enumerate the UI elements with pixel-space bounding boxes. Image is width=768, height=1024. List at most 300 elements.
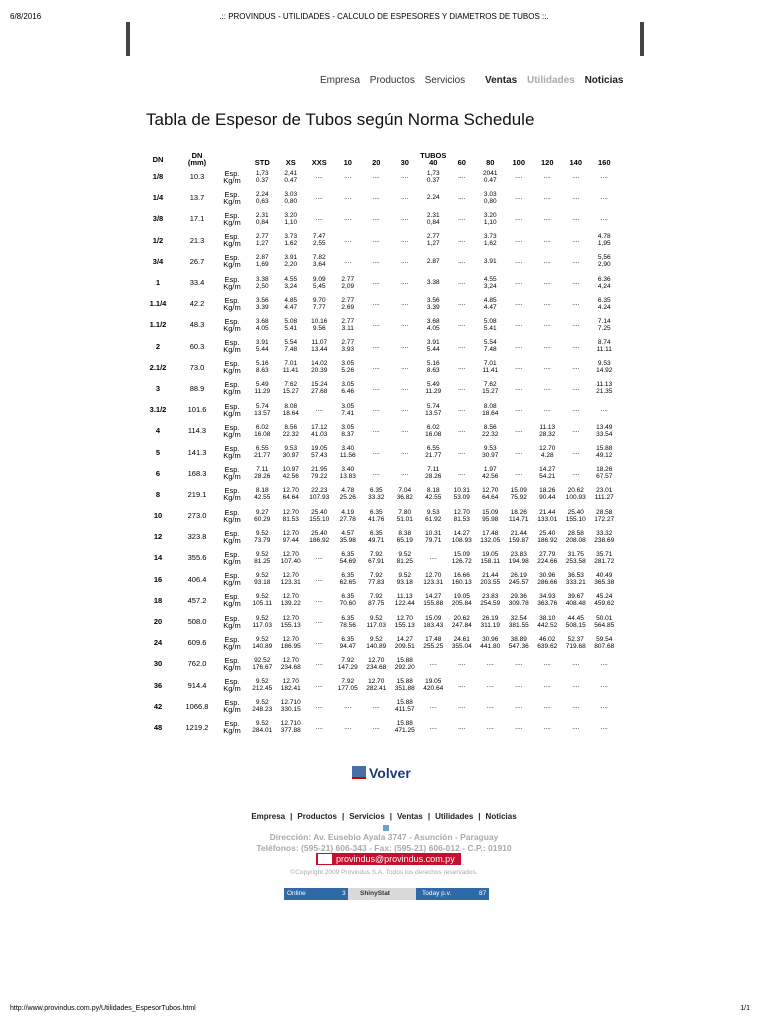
value-cell: 7.11 28.26 xyxy=(425,466,442,481)
value-cell: 3.73 1,62 xyxy=(483,233,497,248)
visitor-counter[interactable]: Online 3 ShinyStat Today p.v. 87 xyxy=(284,888,489,900)
mm-cell: 60.3 xyxy=(189,341,205,351)
value-cell: 3.73 1,62 xyxy=(284,233,298,248)
value-cell: .... xyxy=(486,681,494,689)
value-cell: 29.36 309.78 xyxy=(508,593,529,608)
value-cell: .... xyxy=(572,448,580,456)
table-row xyxy=(138,208,619,229)
unit-label: Esp. Kg/m xyxy=(223,422,241,439)
print-title: .:: PROVINDUS - UTILIDADES - CALCULO DE ESPESORES Y DIAMETROS DE TUBOS ::. xyxy=(219,12,549,21)
value-cell: 3.56 3.39 xyxy=(255,296,269,311)
table-row xyxy=(138,378,619,399)
value-cell: .... xyxy=(315,575,323,583)
unit-label: Esp. Kg/m xyxy=(223,465,241,482)
value-cell: 6.35 94.47 xyxy=(339,635,356,650)
value-cell: 19.05 57.43 xyxy=(311,445,328,460)
value-cell: 5.08 5.41 xyxy=(284,317,298,332)
value-cell: 25.40 186.92 xyxy=(309,529,330,544)
value-cell: 21.44 133.01 xyxy=(537,508,558,523)
value-cell: 45.24 459.62 xyxy=(594,593,615,608)
nav-servicios[interactable]: Servicios xyxy=(424,75,466,86)
value-cell: .... xyxy=(572,215,580,223)
mm-cell: 26.7 xyxy=(189,256,205,266)
unit-label: Esp. Kg/m xyxy=(223,168,241,185)
value-cell: 32.54 381.55 xyxy=(508,614,529,629)
value-cell: 9.52 140.89 xyxy=(252,635,273,650)
footer-link[interactable]: Productos xyxy=(297,812,337,821)
value-cell: 25.40 186.92 xyxy=(537,529,558,544)
separator: | xyxy=(427,812,431,821)
value-cell: .... xyxy=(458,448,466,456)
value-cell: .... xyxy=(572,279,580,287)
value-cell: 46.02 639.62 xyxy=(537,635,558,650)
unit-label: Esp. Kg/m xyxy=(223,444,241,461)
table-row xyxy=(138,611,619,632)
value-cell: .... xyxy=(458,681,466,689)
value-cell: 15.88 411.57 xyxy=(395,699,415,714)
unit-label: Esp. Kg/m xyxy=(223,634,241,651)
value-cell: .... xyxy=(543,194,551,202)
value-cell: 14.27 209.51 xyxy=(394,635,415,650)
value-cell: 15.09 183.43 xyxy=(423,614,444,629)
value-cell: .... xyxy=(458,215,466,223)
value-cell: .... xyxy=(515,194,523,202)
value-cell: 9.52 117.03 xyxy=(366,614,386,629)
nav-empresa[interactable]: Empresa xyxy=(320,75,361,86)
value-cell: .... xyxy=(572,702,580,710)
value-cell: 4.78 1,95 xyxy=(597,233,611,248)
value-cell: 13.49 33.54 xyxy=(596,423,613,438)
value-cell: .... xyxy=(543,279,551,287)
header-dn-mm: DN (mm) xyxy=(187,151,207,167)
value-cell: .... xyxy=(515,427,523,435)
dn-cell: 16 xyxy=(153,574,163,584)
value-cell: .... xyxy=(401,448,409,456)
unit-label: Esp. Kg/m xyxy=(223,380,241,397)
value-cell: 6.02 16.08 xyxy=(254,423,271,438)
value-cell: 3.38 2,50 xyxy=(255,275,269,290)
value-cell: 23.01 111.27 xyxy=(594,487,614,502)
unit-label: Esp. Kg/m xyxy=(223,613,241,630)
dn-cell: 3/4 xyxy=(152,256,164,266)
mm-cell: 42.2 xyxy=(189,299,205,309)
value-cell: 26.19 311.19 xyxy=(480,614,500,629)
value-cell: 12.70 282.41 xyxy=(366,678,387,693)
value-cell: 19.05 158.11 xyxy=(480,550,500,565)
value-cell: 11.13 28.32 xyxy=(539,423,556,438)
value-cell: 1.97 42.56 xyxy=(482,466,499,481)
value-cell: .... xyxy=(429,723,437,731)
value-cell: .... xyxy=(458,342,466,350)
value-cell: 25.40 155.10 xyxy=(565,508,586,523)
mm-cell: 21.3 xyxy=(189,235,205,245)
unit-label: Esp. Kg/m xyxy=(223,338,241,355)
value-cell: 9.52 81.25 xyxy=(396,550,413,565)
value-cell: 12.70 97.44 xyxy=(282,529,299,544)
value-cell: .... xyxy=(401,236,409,244)
value-cell: 4.85 4.47 xyxy=(284,296,298,311)
dn-cell: 24 xyxy=(153,638,163,648)
value-cell: 30.96 441.80 xyxy=(480,635,501,650)
value-cell: 2.77 1,27 xyxy=(426,233,440,248)
dn-cell: 42 xyxy=(153,701,163,711)
volver-link[interactable]: Volver xyxy=(352,765,411,781)
value-cell: 3.91 5.44 xyxy=(426,339,440,354)
table-row xyxy=(138,484,619,505)
value-cell: 7.47 2,55 xyxy=(312,233,326,248)
right-divider xyxy=(640,22,644,56)
value-cell: 5.54 7.48 xyxy=(483,339,497,354)
value-cell: .... xyxy=(344,723,352,731)
value-cell: 7.01 11.41 xyxy=(482,360,499,375)
value-cell: .... xyxy=(458,723,466,731)
value-cell: 12.70 155.13 xyxy=(394,614,415,629)
value-cell: 3.03 0,80 xyxy=(483,190,497,205)
value-cell: 20.62 100.93 xyxy=(565,487,586,502)
value-cell: .... xyxy=(458,384,466,392)
dn-cell: 2 xyxy=(155,341,161,351)
value-cell: 10.31 53.09 xyxy=(453,487,470,502)
nav-noticias[interactable]: Noticias xyxy=(584,75,624,86)
value-cell: 9.27 60.29 xyxy=(254,508,271,523)
value-cell: .... xyxy=(372,236,380,244)
value-cell: .... xyxy=(515,448,523,456)
value-cell: 14.27 108.93 xyxy=(451,529,472,544)
value-cell: .... xyxy=(600,723,608,731)
dn-cell: 3 xyxy=(155,383,161,393)
value-cell: .... xyxy=(572,173,580,181)
unit-label: Esp. Kg/m xyxy=(223,253,241,270)
value-cell: 9.52 284.01 xyxy=(252,720,273,735)
value-cell: 3.91 xyxy=(483,257,497,265)
value-cell: .... xyxy=(458,427,466,435)
value-cell: .... xyxy=(515,300,523,308)
value-cell: .... xyxy=(372,702,380,710)
value-cell: .... xyxy=(600,173,608,181)
unit-label: Esp. Kg/m xyxy=(223,274,241,291)
unit-label: Esp. Kg/m xyxy=(223,719,241,736)
value-cell: 14.02 20.39 xyxy=(311,360,328,375)
value-cell: 7.92 67.91 xyxy=(368,550,385,565)
nav-productos[interactable]: Productos xyxy=(369,75,415,86)
table-row xyxy=(138,314,619,335)
schedule-header: 120 xyxy=(540,158,554,167)
value-cell: .... xyxy=(572,342,580,350)
value-cell: 6.35 49.71 xyxy=(368,529,385,544)
value-cell: .... xyxy=(315,723,323,731)
value-cell: .... xyxy=(344,236,352,244)
value-cell: .... xyxy=(401,300,409,308)
value-cell: 12.70 64.64 xyxy=(282,487,299,502)
table-row xyxy=(138,441,619,462)
value-cell: .... xyxy=(543,406,551,414)
footer-link[interactable]: Utilidades xyxy=(435,812,474,821)
value-cell: .... xyxy=(372,363,380,371)
schedule-header: 20 xyxy=(372,158,381,167)
value-cell: 23.83 194.98 xyxy=(508,550,529,565)
value-cell: 9.52 105.11 xyxy=(252,593,272,608)
value-cell: .... xyxy=(372,194,380,202)
table-row xyxy=(138,675,619,696)
value-cell: 7.82 3,64 xyxy=(312,254,326,269)
value-cell: 15.88 292.20 xyxy=(394,656,415,671)
value-cell: 6.55 21.77 xyxy=(425,445,442,460)
value-cell: .... xyxy=(600,194,608,202)
value-cell: 12.70 64.64 xyxy=(482,487,499,502)
value-cell: .... xyxy=(543,173,551,181)
value-cell: 9.52 248.23 xyxy=(252,699,273,714)
value-cell: .... xyxy=(600,660,608,668)
value-cell: .... xyxy=(344,173,352,181)
value-cell: 92.52 176.67 xyxy=(252,656,273,671)
mm-cell: 406.4 xyxy=(187,574,207,584)
value-cell: .... xyxy=(572,384,580,392)
value-cell: .... xyxy=(458,257,466,265)
value-cell: 2.24 0,63 xyxy=(255,190,269,205)
value-cell: 4.19 27.78 xyxy=(339,508,356,523)
unit-label: Esp. Kg/m xyxy=(223,210,241,227)
value-cell: 7.92 177.05 xyxy=(337,678,358,693)
mm-cell: 762.0 xyxy=(187,659,207,669)
mm-cell: 609.6 xyxy=(187,638,207,648)
value-cell: .... xyxy=(515,279,523,287)
value-cell: 2,41 0.47 xyxy=(284,169,298,184)
value-cell: 12.710 377.88 xyxy=(280,720,301,735)
header-tubos: TUBOS xyxy=(420,151,447,160)
value-cell: .... xyxy=(543,681,551,689)
table-row xyxy=(138,547,619,568)
mm-cell: 13.7 xyxy=(189,193,205,203)
value-cell: 12.70 182.41 xyxy=(280,678,301,693)
value-cell: .... xyxy=(429,702,437,710)
value-cell: 3.91 2,20 xyxy=(284,254,298,269)
footer-link[interactable]: Noticias xyxy=(485,812,517,821)
shinystat-logo: ShinyStat xyxy=(348,888,416,900)
value-cell: 9.53 30.97 xyxy=(282,445,299,460)
unit-label: Esp. Kg/m xyxy=(223,295,241,312)
value-cell: 2.77 2,09 xyxy=(341,275,355,290)
value-cell: .... xyxy=(401,384,409,392)
value-cell: 12.70 107.40 xyxy=(280,550,301,565)
value-cell: .... xyxy=(486,660,494,668)
value-cell: .... xyxy=(372,469,380,477)
value-cell: .... xyxy=(372,427,380,435)
value-cell: 2.77 3.11 xyxy=(341,317,355,332)
schedule-header: 60 xyxy=(457,158,466,167)
address-block xyxy=(0,832,768,854)
value-cell: .... xyxy=(543,702,551,710)
mm-cell: 323.8 xyxy=(187,532,207,542)
table-row xyxy=(138,590,619,611)
nav-utilidades[interactable]: Utilidades xyxy=(527,75,575,86)
value-cell: 3.68 4.05 xyxy=(426,317,440,332)
value-cell: .... xyxy=(315,618,323,626)
value-cell: 5.08 5.41 xyxy=(483,317,497,332)
value-cell: .... xyxy=(543,257,551,265)
unit-label: Esp. Kg/m xyxy=(223,677,241,694)
table-row xyxy=(138,166,619,187)
phones: Teléfonos: (595-21) 606-343 - Fax: (595-21) 606-012 - C.P.: 01910 xyxy=(256,843,512,853)
value-cell: 22.23 107.93 xyxy=(309,487,330,502)
dn-cell: 5 xyxy=(155,447,161,457)
value-cell: .... xyxy=(344,194,352,202)
value-cell: .... xyxy=(315,406,323,414)
mm-cell: 48.3 xyxy=(189,320,205,330)
value-cell: .... xyxy=(315,596,323,604)
value-cell: 5.54 7.48 xyxy=(284,339,298,354)
unit-label: Esp. Kg/m xyxy=(223,698,241,715)
dn-cell: 2.1/2 xyxy=(149,362,167,372)
value-cell: 3.05 8.37 xyxy=(341,423,355,438)
schedule-header: 100 xyxy=(512,158,525,167)
value-cell: 36.53 333.21 xyxy=(565,572,586,587)
value-cell: 26.19 245.57 xyxy=(508,572,529,587)
value-cell: 7.80 51.01 xyxy=(396,508,413,523)
mm-cell: 141.3 xyxy=(187,447,207,457)
value-cell: 9.53 14.92 xyxy=(596,360,613,375)
value-cell: 6.02 16.08 xyxy=(425,423,442,438)
value-cell: .... xyxy=(543,342,551,350)
value-cell: .... xyxy=(401,469,409,477)
value-cell: 7.04 36.82 xyxy=(396,487,413,502)
value-cell: 3.03 0,80 xyxy=(284,190,298,205)
value-cell: .... xyxy=(515,469,523,477)
value-cell: 19.05 205.84 xyxy=(451,593,472,608)
value-cell: .... xyxy=(572,257,580,265)
dn-cell: 1.1/4 xyxy=(149,299,167,309)
left-divider xyxy=(126,22,130,56)
value-cell: .... xyxy=(543,723,551,731)
value-cell: .... xyxy=(458,702,466,710)
mm-cell: 168.3 xyxy=(187,468,207,478)
value-cell: 5.74 13.57 xyxy=(254,402,271,417)
value-cell: 8.38 65.19 xyxy=(396,529,413,544)
table-row xyxy=(138,569,619,590)
mm-cell: 219.1 xyxy=(187,489,207,499)
value-cell: .... xyxy=(572,406,580,414)
value-cell: .... xyxy=(458,194,466,202)
value-cell: .... xyxy=(401,215,409,223)
value-cell: 18.26 114.71 xyxy=(509,508,529,523)
value-cell: 17.12 41.03 xyxy=(311,423,328,438)
value-cell: .... xyxy=(315,215,323,223)
schedule-header: 140 xyxy=(569,158,582,167)
mm-cell: 88.9 xyxy=(189,383,205,393)
value-cell: 2.77 3.93 xyxy=(341,339,355,354)
unit-label: Esp. Kg/m xyxy=(223,507,241,524)
value-cell: .... xyxy=(458,469,466,477)
value-cell: 28.58 208.08 xyxy=(565,529,586,544)
dn-cell: 48 xyxy=(153,722,163,732)
value-cell: 15.09 95.98 xyxy=(482,508,499,523)
value-cell: .... xyxy=(543,363,551,371)
value-cell: 34.93 363.76 xyxy=(537,593,558,608)
unit-label: Esp. Kg/m xyxy=(223,571,241,588)
value-cell: .... xyxy=(401,257,409,265)
value-cell: .... xyxy=(458,279,466,287)
value-cell: 3.40 11.56 xyxy=(339,445,356,460)
nav-ventas[interactable]: Ventas xyxy=(484,75,518,86)
value-cell: 16.66 160.13 xyxy=(451,572,472,587)
value-cell: .... xyxy=(572,681,580,689)
value-cell: 12.70 155.13 xyxy=(280,614,301,629)
value-cell: 6.35 41.76 xyxy=(368,508,385,523)
value-cell: 27.79 224.66 xyxy=(537,550,558,565)
footer-link[interactable]: Servicios xyxy=(349,812,385,821)
value-cell: 19.05 420.64 xyxy=(423,678,444,693)
value-cell: 7.92 147.29 xyxy=(337,656,358,671)
schedule-header: 80 xyxy=(486,158,495,167)
value-cell: 9.09 5,45 xyxy=(312,275,326,290)
value-cell: 3.56 3.39 xyxy=(426,296,440,311)
table-row xyxy=(138,526,619,547)
footer-link[interactable]: Ventas xyxy=(397,812,423,821)
value-cell: .... xyxy=(401,406,409,414)
value-cell: .... xyxy=(315,681,323,689)
value-cell: 7.14 7.25 xyxy=(597,317,611,332)
value-cell: .... xyxy=(600,681,608,689)
separator: | xyxy=(478,812,481,821)
value-cell: .... xyxy=(515,215,523,223)
mm-cell: 508.0 xyxy=(187,617,207,627)
email-link[interactable]: provindus@provindus.com.py xyxy=(316,853,461,865)
value-cell: 31.75 253.58 xyxy=(565,550,586,565)
value-cell: 8.08 18.64 xyxy=(482,402,499,417)
value-cell: 7.11 28.26 xyxy=(254,466,271,481)
print-date: 6/8/2016 xyxy=(10,12,42,21)
footer-link[interactable]: Empresa xyxy=(251,812,286,821)
value-cell: 5.16 8.63 xyxy=(255,360,269,375)
value-cell: .... xyxy=(572,194,580,202)
value-cell: .... xyxy=(572,321,580,329)
mm-cell: 1219.2 xyxy=(185,722,209,732)
value-cell: 7.62 15.27 xyxy=(482,381,499,396)
value-cell: .... xyxy=(543,321,551,329)
schedule-header: STD xyxy=(254,158,270,167)
value-cell: .... xyxy=(315,702,323,710)
dn-cell: 10 xyxy=(153,511,163,521)
value-cell: 12.70 234.68 xyxy=(366,656,387,671)
dn-cell: 20 xyxy=(153,617,163,627)
mm-cell: 273.0 xyxy=(187,511,207,521)
value-cell: 9.53 30.97 xyxy=(482,445,499,460)
value-cell: 9.52 140.89 xyxy=(366,635,387,650)
value-cell: .... xyxy=(315,660,323,668)
value-cell: .... xyxy=(543,300,551,308)
value-cell: 20.62 247.84 xyxy=(451,614,472,629)
table-row xyxy=(138,272,619,293)
volver-icon xyxy=(352,766,366,779)
dn-cell: 18 xyxy=(153,595,163,605)
value-cell: .... xyxy=(429,660,437,668)
value-cell: 15.09 126.72 xyxy=(451,550,472,565)
value-cell: 6.35 78.56 xyxy=(339,614,356,629)
value-cell: .... xyxy=(572,723,580,731)
value-cell: .... xyxy=(543,384,551,392)
table-row xyxy=(138,399,619,420)
mm-cell: 101.6 xyxy=(187,405,207,415)
value-cell: 12.70 4.28 xyxy=(539,445,556,460)
value-cell: .... xyxy=(515,321,523,329)
value-cell: 9.52 73.79 xyxy=(254,529,271,544)
table-row xyxy=(138,632,619,653)
value-cell: 12.710 330.15 xyxy=(280,699,301,714)
value-cell: 5.16 8.63 xyxy=(426,360,440,375)
value-cell: 6.35 33.32 xyxy=(368,487,385,502)
value-cell: 1,73 0.37 xyxy=(255,169,269,184)
value-cell: .... xyxy=(401,321,409,329)
table-row xyxy=(138,230,619,251)
